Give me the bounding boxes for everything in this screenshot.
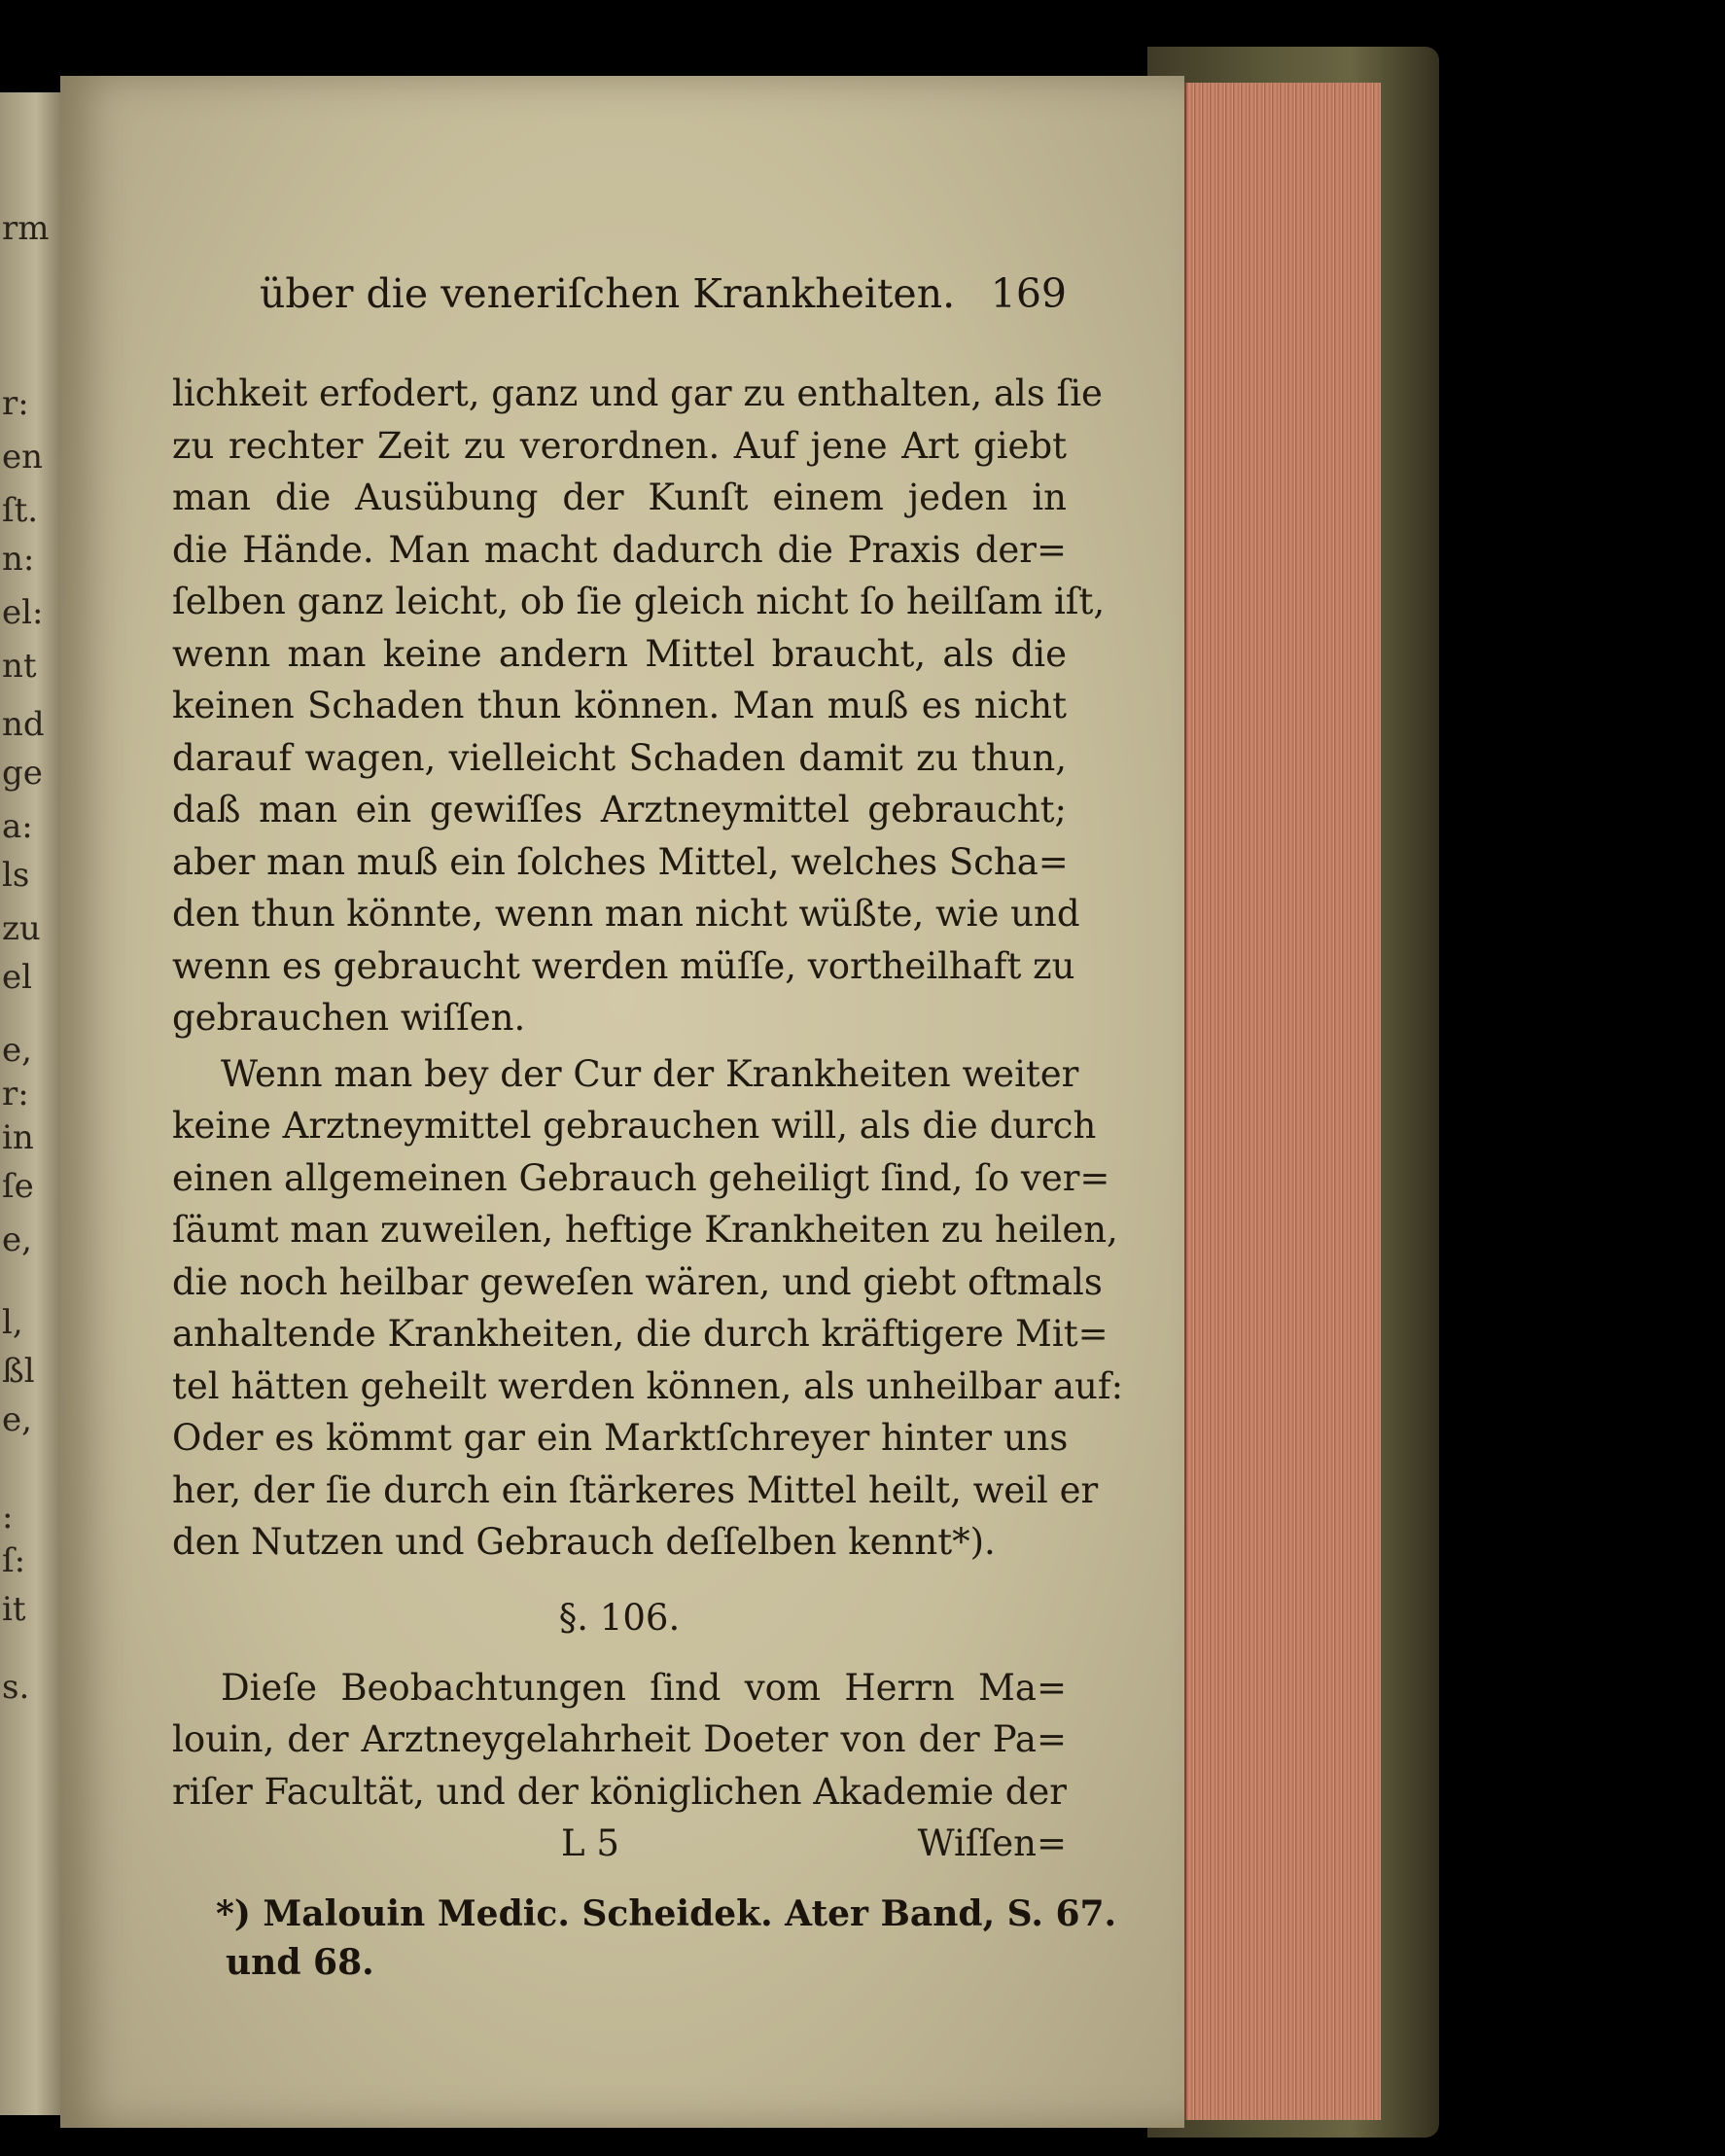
paragraph-3 — [172, 1662, 1067, 1819]
text-line: den thun könnte, wenn man nicht wüßte, wie und — [172, 893, 1080, 935]
text-line: ſäumt man zuweilen, heftige Krankheiten zu heilen, — [172, 1209, 1118, 1251]
text-line: man die Ausübung der Kunſt einem jeden in — [172, 477, 1067, 518]
text-line: Wenn man bey der Cur der Krankheiten weiter — [221, 1052, 1079, 1095]
text-line: tel hätten geheilt werden können, als unheilbar auf: — [172, 1364, 1124, 1407]
page-edges — [1184, 83, 1381, 2120]
text-line: anhaltende Krankheiten, die durch kräftigere Mit= — [172, 1313, 1109, 1355]
text-line: Dieſe Beobachtungen ſind vom Herrn Ma= — [221, 1666, 1067, 1709]
left-margin-fragment: in — [2, 1118, 34, 1157]
paragraph-1 — [172, 368, 1106, 1044]
signature-line — [172, 1818, 1067, 1870]
text-line: riſer Facultät, und der königlichen Akademie der — [172, 1770, 1067, 1813]
text-line: Oder es kömmt gar ein Marktſchreyer hinter uns — [172, 1417, 1069, 1459]
text-line: keinen Schaden thun können. Man muß es nicht — [172, 685, 1067, 726]
left-margin-fragment: ſe — [2, 1167, 34, 1206]
page-header — [260, 270, 1067, 329]
left-margin-fragment: it — [2, 1590, 26, 1629]
left-margin-fragment: nd — [2, 705, 45, 744]
text-line: her, der ſie durch ein ſtärkeres Mittel heilt, weil er — [172, 1468, 1099, 1511]
footnote-line: und 68. — [226, 1942, 374, 1983]
left-margin-fragment: r: — [2, 384, 29, 423]
left-margin-fragment: ſt. — [2, 491, 39, 530]
text-line: die Hände. Man macht dadurch die Praxis der= — [172, 528, 1067, 571]
left-margin-fragment: l, — [2, 1303, 23, 1342]
left-margin-fragment: ßl — [2, 1352, 35, 1391]
left-margin-fragment: r: — [2, 1075, 29, 1113]
text-line: zu rechter Zeit zu verordnen. Auf jene Art giebt — [172, 424, 1067, 467]
text-line: aber man muß ein ſolches Mittel, welches Scha= — [172, 840, 1069, 883]
page-number: 169 — [990, 270, 1067, 317]
text-line: einen allgemeinen Gebrauch geheiligt ſind, ſo ver= — [172, 1156, 1110, 1199]
left-margin-fragment: el: — [2, 593, 44, 632]
left-margin-fragment: ge — [2, 754, 43, 793]
left-margin-fragment: zu — [2, 909, 41, 948]
section-heading: §. 106. — [558, 1596, 681, 1639]
left-margin-fragment: ls — [2, 856, 30, 895]
footnote — [216, 1890, 1117, 1987]
left-margin-fragment: nt — [2, 647, 37, 686]
left-margin-fragment: el — [2, 958, 32, 997]
left-margin-fragment: a: — [2, 807, 33, 846]
running-head: über die veneriſchen Krankheiten. — [260, 270, 956, 317]
left-margin-fragment: s. — [2, 1668, 30, 1707]
book-page — [60, 76, 1184, 2128]
text-line: den Nutzen und Gebrauch deſſelben kennt*). — [172, 1521, 996, 1563]
left-margin-fragment: ſ: — [2, 1541, 26, 1580]
text-line: ſelben ganz leicht, ob ſie gleich nicht ſo heilſam iſt, — [172, 581, 1106, 622]
text-line: die noch heilbar geweſen wären, und giebt oftmals — [172, 1260, 1103, 1303]
catchword: Wiſſen= — [917, 1822, 1067, 1864]
left-margin-fragment: : — [2, 1498, 14, 1537]
text-line: lichkeit erfodert, ganz und gar zu enthalten, als ſie — [172, 372, 1103, 414]
text-line: keine Arztneymittel gebrauchen will, als die durch — [172, 1105, 1097, 1147]
text-line: wenn es gebraucht werden müſſe, vortheilhaft zu — [172, 944, 1075, 987]
left-margin-fragment: e, — [2, 1220, 32, 1259]
paragraph-2 — [172, 1048, 1124, 1569]
left-margin-fragment: rm — [2, 209, 50, 248]
text-line: louin, der Arztneygelahrheit Doeter von der Pa= — [172, 1718, 1067, 1760]
text-line: daß man ein gewiſſes Arztneymittel gebraucht; — [172, 789, 1067, 831]
footnote-line: *) Malouin Medic. Scheidek. Ater Band, S. 67. — [216, 1893, 1117, 1934]
left-margin-fragment: e, — [2, 1400, 32, 1439]
text-line: darauf wagen, vielleicht Schaden damit zu thun, — [172, 736, 1067, 779]
main-text — [172, 368, 1124, 1870]
text-line: gebrauchen wiſſen. — [172, 997, 526, 1039]
left-margin-fragment: n: — [2, 540, 35, 579]
left-margin-fragment: e, — [2, 1031, 32, 1070]
left-margin-fragment: en — [2, 438, 44, 477]
left-page-edge — [0, 92, 60, 2115]
text-line: wenn man keine andern Mittel braucht, als die — [172, 632, 1067, 675]
signature-mark: L 5 — [561, 1822, 619, 1864]
